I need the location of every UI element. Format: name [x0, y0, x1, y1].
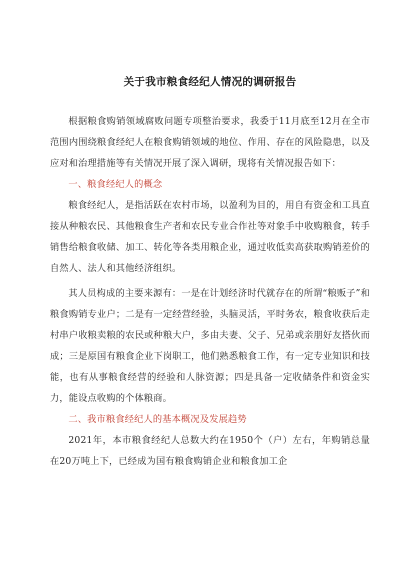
section-heading-1: 一、粮食经纪人的概念: [68, 179, 163, 190]
composition-paragraph: 其人员构成的主要来源有：一是在计划经济时代就存在的所谓“粮贩子”和粮食购销专业户；二是有一定经营经验，头脑灵活，平时务农，粮食收获后走村串户收粮卖粮的农民或种粮大户，多由夫妻、父子、兄弟或亲朋好友搭伙而成；三是原国有粮食企业下岗职工，他们熟悉粮食工作，有一定专业知识和技能，也有从事粮食经营的经验和人脉资源；四是具备一定收储条件和资金实力，能设点收购的个体粮商。: [50, 288, 370, 404]
definition-paragraph: 粮食经纪人，是指活跃在农村市场，以盈利为目的，用自有资金和工具直接从种粮农民、其他粮食生产者和农民专业合作社等对象手中收购粮食，转手销售给粮食收储、加工、转化等各类用粮企业，通过收低卖高获取购销差价的自然人、法人和其他经济组织。: [50, 200, 370, 274]
document-title: 关于我市粮食经纪人情况的调研报告: [123, 76, 297, 88]
overview-paragraph: 2021年，本市粮食经纪人总数大约在1950个（户）左右，年购销总量在20万吨上下，已经成为国有粮食购销企业和粮食加工企: [50, 435, 370, 467]
intro-paragraph: 根据粮食购销领域腐败问题专项整治要求，我委于11月底至12月在全市范围内围绕粮食经纪人在粮食购销领域的地位、作用、存在的风险隐患，以及应对和治理措施等有关情况开展了深入调研，现将有关情况报告如下：: [50, 116, 370, 169]
section-heading-2: 二、我市粮食经纪人的基本概况及发展趋势: [68, 414, 247, 425]
